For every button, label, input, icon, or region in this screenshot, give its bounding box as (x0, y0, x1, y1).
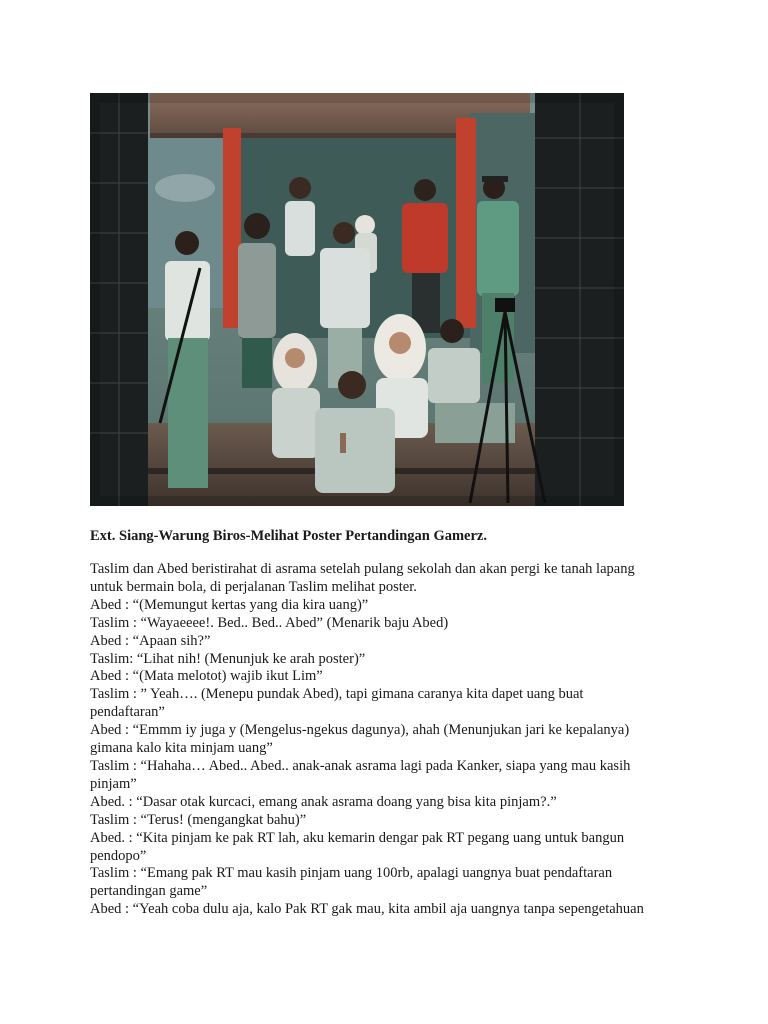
script-line: Taslim dan Abed beristirahat di asrama setelah pulang sekolah dan akan pergi ke tanah lapang (90, 561, 635, 577)
script-line: Abed : “Apaan sih?” (90, 632, 211, 649)
script-line: Abed. : “Kita pinjam ke pak RT lah, aku kemarin dengar pak RT pegang uang untuk bangun (90, 829, 625, 846)
script-line: Abed : “(Memungut kertas yang dia kira uang)” (90, 596, 369, 613)
script-line: Taslim : “Terus! (mengangkat bahu)” (90, 811, 307, 828)
scene-heading: Ext. Siang-Warung Biros-Melihat Poster Pertandingan Gamerz. (90, 528, 487, 544)
script-line: Abed : “Yeah coba dulu aja, kalo Pak RT gak mau, kita ambil aja uangnya tanpa sepengetahuan (90, 901, 644, 918)
script-line: pinjam” (90, 775, 137, 792)
script-line: pendaftaran” (90, 704, 165, 721)
group-photo (90, 93, 624, 506)
script-line: pertandingan game” (90, 883, 208, 900)
script-line: Abed : “(Mata melotot) wajib ikut Lim” (90, 668, 323, 685)
script-line: gimana kalo kita minjam uang” (90, 740, 273, 757)
script-line: Taslim : “Emang pak RT mau kasih pinjam uang 100rb, apalagi uangnya buat pendaftaran (90, 865, 613, 882)
script-line: Abed. : “Dasar otak kurcaci, emang anak asrama doang yang bisa kita pinjam?.” (90, 793, 557, 810)
script-line: Abed : “Emmm iy juga y (Mengelus-ngekus dagunya), ahah (Menunjukan jari ke kepalanya) (90, 722, 630, 739)
script-line: Taslim : ” Yeah…. (Menepu pundak Abed), tapi gimana caranya kita dapet uang buat (90, 686, 584, 703)
script-line: Taslim : “Hahaha… Abed.. Abed.. anak-anak asrama lagi pada Kanker, siapa yang mau kasih (90, 757, 631, 774)
script-line: untuk bermain bola, di perjalanan Taslim melihat poster. (90, 578, 417, 595)
script-line: Taslim: “Lihat nih! (Menunjuk ke arah poster)” (90, 650, 366, 667)
script-line: Taslim : “Wayaeeee!. Bed.. Bed.. Abed” (Menarik baju Abed) (90, 614, 449, 631)
script-line: pendopo” (90, 847, 147, 864)
script-body (90, 561, 690, 919)
